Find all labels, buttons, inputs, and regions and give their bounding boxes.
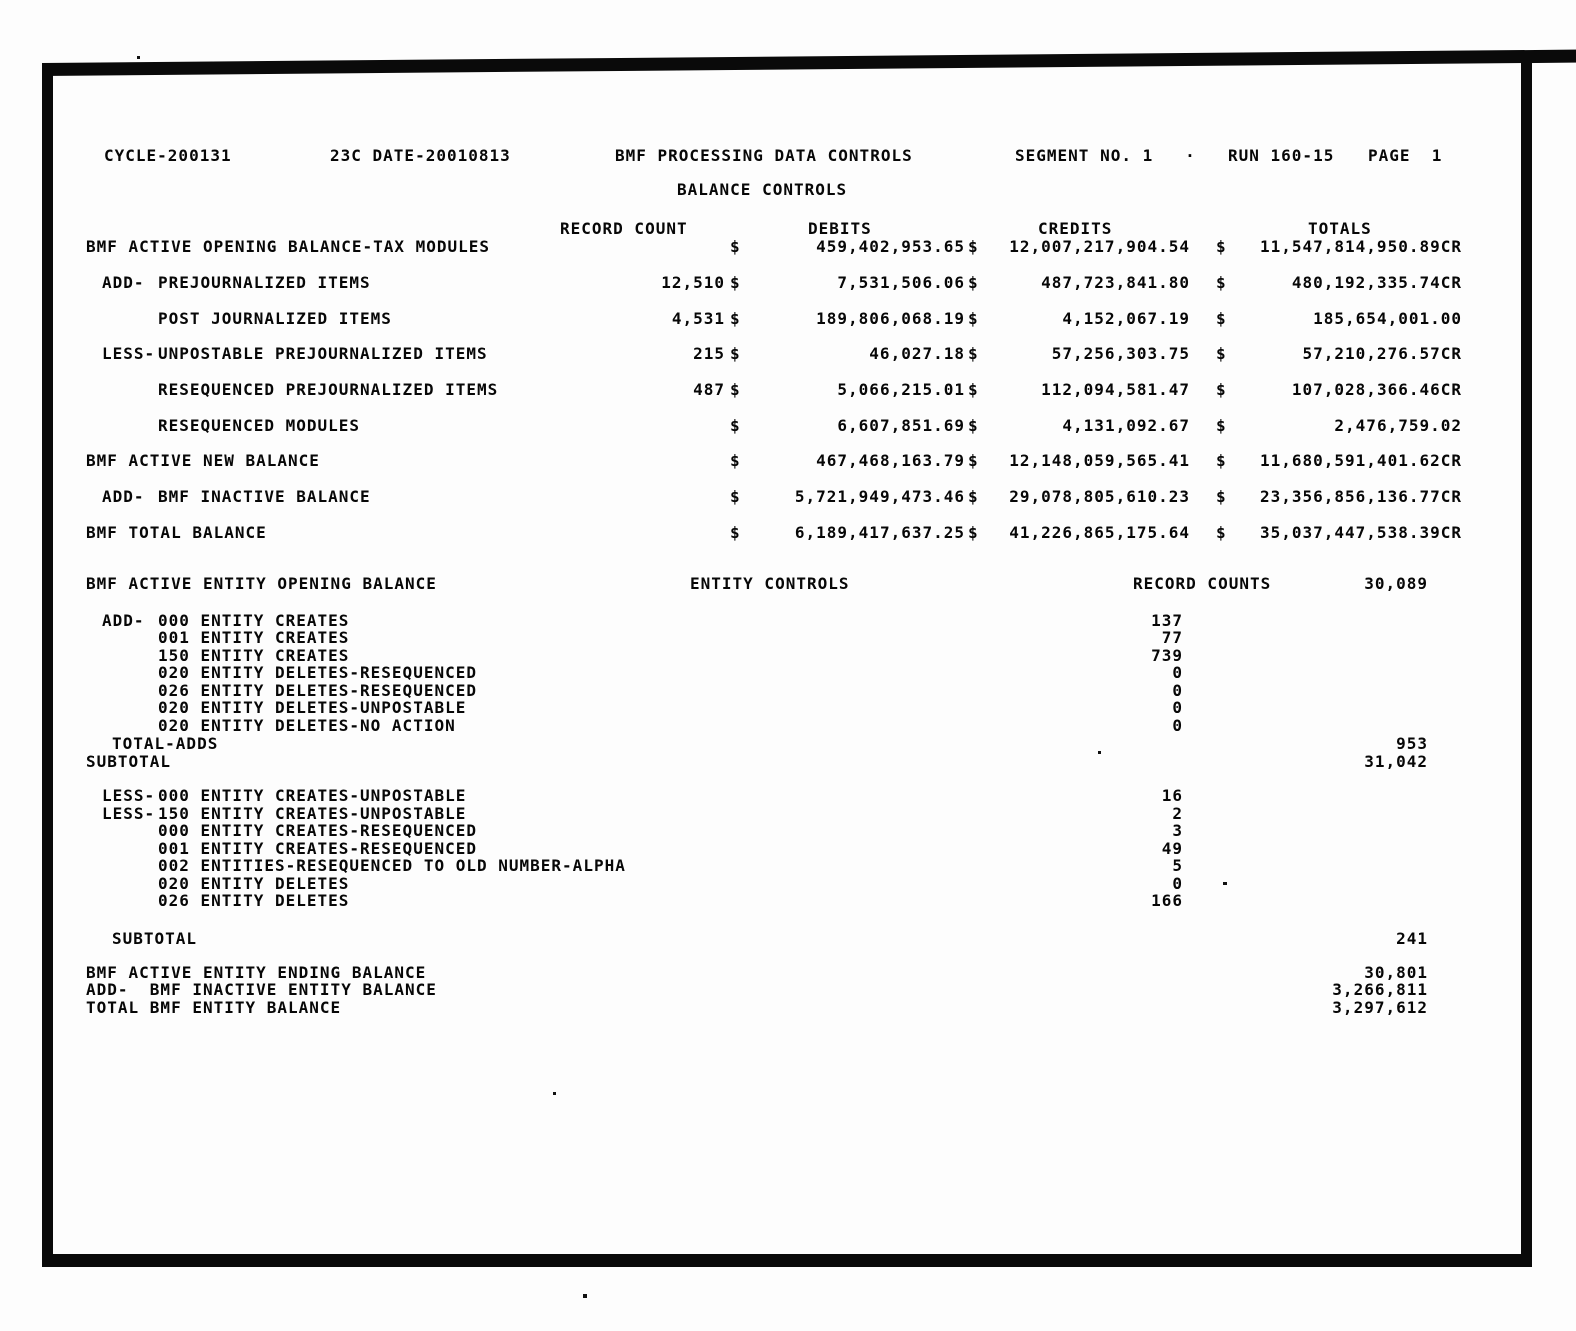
entity-count-value: 0: [1172, 698, 1183, 717]
row-label: 026 ENTITY DELETES-RESEQUENCED: [158, 681, 477, 700]
balance-row: [0, 344, 1576, 364]
dollar-sign: $: [968, 344, 979, 363]
dollar-sign: $: [730, 487, 741, 506]
row-label: 000 ENTITY CREATES-RESEQUENCED: [158, 821, 477, 840]
dollar-sign: $: [968, 237, 979, 256]
entity-count-value: 739: [1151, 646, 1183, 665]
entity-count-value: 0: [1172, 874, 1183, 893]
credits-value: 4,152,067.19: [1062, 309, 1190, 328]
entity-total-label: TOTAL BMF ENTITY BALANCE: [86, 998, 342, 1017]
entity-inactive-value: 3,266,811: [1332, 980, 1428, 999]
record-count-value: 215: [693, 344, 725, 363]
total-adds-label: TOTAL-ADDS: [112, 734, 219, 753]
balance-column-headers: [0, 219, 1576, 239]
record-count-header: RECORD COUNT: [560, 219, 688, 238]
entity-less-row: [0, 821, 1576, 841]
dollar-sign: $: [1216, 380, 1227, 399]
entity-count-value: 16: [1161, 786, 1183, 805]
dollar-sign: $: [1216, 416, 1227, 435]
credits-value: 29,078,805,610.23: [1009, 487, 1190, 506]
dollar-sign: $: [1216, 451, 1227, 470]
totals-value: 2,476,759.02: [1334, 416, 1462, 435]
section-title: BALANCE CONTROLS: [677, 180, 848, 199]
dollar-sign: $: [968, 523, 979, 542]
entity-ending-label: BMF ACTIVE ENTITY ENDING BALANCE: [86, 963, 427, 982]
row-label: BMF ACTIVE OPENING BALANCE-TAX MODULES: [86, 237, 491, 256]
entity-count-value: 3: [1172, 821, 1183, 840]
credits-value: 41,226,865,175.64: [1009, 523, 1190, 542]
subtotal-row: [0, 929, 1576, 949]
entity-controls-header-line: [0, 574, 1576, 594]
dollar-sign: $: [1216, 487, 1227, 506]
dollar-sign: $: [730, 523, 741, 542]
row-label: 020 ENTITY DELETES-RESEQUENCED: [158, 663, 477, 682]
row-label: BMF INACTIVE BALANCE: [158, 487, 371, 506]
row-prefix: ADD-: [102, 611, 145, 630]
entity-less-row: [0, 891, 1576, 911]
dollar-sign: $: [730, 309, 741, 328]
entity-inactive-row: [0, 980, 1576, 1000]
balance-row: [0, 451, 1576, 471]
debits-header: DEBITS: [808, 219, 872, 238]
dollar-sign: $: [730, 380, 741, 399]
entity-add-row: [0, 716, 1576, 736]
entity-add-row: [0, 628, 1576, 648]
row-label: POST JOURNALIZED ITEMS: [158, 309, 392, 328]
dollar-sign: $: [968, 487, 979, 506]
record-count-value: 4,531: [671, 309, 725, 328]
scan-speck: [137, 56, 140, 59]
balance-controls-title-line: [0, 180, 1576, 200]
row-prefix: LESS-: [102, 804, 156, 823]
row-label: 020 ENTITY DELETES-UNPOSTABLE: [158, 698, 467, 717]
page-number-label: PAGE 1: [1368, 146, 1443, 165]
total-adds-value: 953: [1396, 734, 1428, 753]
dollar-sign: $: [730, 344, 741, 363]
credits-value: 12,007,217,904.54: [1009, 237, 1190, 256]
balance-row: [0, 487, 1576, 507]
entity-count-value: 0: [1172, 716, 1183, 735]
row-label: 026 ENTITY DELETES: [158, 891, 350, 910]
record-count-value: 487: [693, 380, 725, 399]
totals-value: 23,356,856,136.77CR: [1259, 487, 1462, 506]
row-prefix: LESS-: [102, 786, 156, 805]
segment-label: SEGMENT NO. 1 ·: [1015, 146, 1196, 165]
row-label: UNPOSTABLE PREJOURNALIZED ITEMS: [158, 344, 488, 363]
dollar-sign: $: [730, 237, 741, 256]
dollar-sign: $: [1216, 344, 1227, 363]
entity-count-value: 0: [1172, 681, 1183, 700]
debits-value: 46,027.18: [869, 344, 965, 363]
row-label: BMF ACTIVE NEW BALANCE: [86, 451, 320, 470]
credits-value: 12,148,059,565.41: [1009, 451, 1190, 470]
credits-value: 4,131,092.67: [1062, 416, 1190, 435]
credits-value: 112,094,581.47: [1041, 380, 1190, 399]
entity-count-value: 166: [1151, 891, 1183, 910]
row-label: 000 ENTITY CREATES-UNPOSTABLE: [158, 786, 467, 805]
debits-value: 6,607,851.69: [837, 416, 965, 435]
subtotal-row: [0, 752, 1576, 772]
entity-section-title: ENTITY CONTROLS: [690, 574, 850, 593]
entity-record-counts-header: RECORD COUNTS: [1133, 574, 1272, 593]
entity-add-row: [0, 663, 1576, 683]
totals-value: 57,210,276.57CR: [1302, 344, 1462, 363]
subtotal-value: 241: [1396, 929, 1428, 948]
dollar-sign: $: [968, 451, 979, 470]
debits-value: 6,189,417,637.25: [794, 523, 965, 542]
dollar-sign: $: [968, 380, 979, 399]
dollar-sign: $: [968, 273, 979, 292]
credits-header: CREDITS: [1038, 219, 1113, 238]
totals-value: 185,654,001.00: [1313, 309, 1462, 328]
totals-value: 480,192,335.74CR: [1291, 273, 1462, 292]
totals-value: 11,547,814,950.89CR: [1259, 237, 1462, 256]
entity-total-row: [0, 998, 1576, 1018]
row-prefix: ADD-: [102, 487, 145, 506]
debits-value: 5,066,215.01: [837, 380, 965, 399]
credits-value: 57,256,303.75: [1051, 344, 1190, 363]
dollar-sign: $: [968, 309, 979, 328]
report-title: BMF PROCESSING DATA CONTROLS: [615, 146, 913, 165]
record-count-value: 12,510: [661, 273, 725, 292]
row-label: 150 ENTITY CREATES-UNPOSTABLE: [158, 804, 467, 823]
entity-count-value: 2: [1172, 804, 1183, 823]
credits-value: 487,723,841.80: [1041, 273, 1190, 292]
entity-ending-value: 30,801: [1364, 963, 1428, 982]
row-label: RESEQUENCED MODULES: [158, 416, 361, 435]
cycle-label: CYCLE-200131: [104, 146, 232, 165]
subtotal-label: SUBTOTAL: [112, 929, 198, 948]
entity-count-value: 77: [1161, 628, 1183, 647]
scan-speck: [553, 1092, 556, 1095]
balance-row: [0, 237, 1576, 257]
dollar-sign: $: [730, 451, 741, 470]
debits-value: 189,806,068.19: [816, 309, 965, 328]
entity-count-value: 0: [1172, 663, 1183, 682]
entity-count-value: 49: [1161, 839, 1183, 858]
balance-row: [0, 380, 1576, 400]
dollar-sign: $: [1216, 309, 1227, 328]
dollar-sign: $: [730, 273, 741, 292]
dollar-sign: $: [1216, 237, 1227, 256]
debits-value: 459,402,953.65: [816, 237, 965, 256]
row-label: BMF TOTAL BALANCE: [86, 523, 267, 542]
entity-opening-label: BMF ACTIVE ENTITY OPENING BALANCE: [86, 574, 437, 593]
row-label: RESEQUENCED PREJOURNALIZED ITEMS: [158, 380, 499, 399]
subtotal-label: SUBTOTAL: [86, 752, 172, 771]
balance-row: [0, 273, 1576, 293]
balance-row: [0, 416, 1576, 436]
debits-value: 5,721,949,473.46: [794, 487, 965, 506]
entity-less-row: [0, 856, 1576, 876]
scan-speck: [583, 1294, 587, 1298]
row-label: 002 ENTITIES-RESEQUENCED TO OLD NUMBER-ALPHA: [158, 856, 626, 875]
report-header-line: [0, 146, 1576, 166]
row-label: PREJOURNALIZED ITEMS: [158, 273, 371, 292]
row-label: 000 ENTITY CREATES: [158, 611, 350, 630]
debits-value: 467,468,163.79: [816, 451, 965, 470]
row-label: 020 ENTITY DELETES-NO ACTION: [158, 716, 456, 735]
totals-value: 35,037,447,538.39CR: [1259, 523, 1462, 542]
entity-opening-value: 30,089: [1364, 574, 1428, 593]
balance-row: [0, 523, 1576, 543]
row-label: 020 ENTITY DELETES: [158, 874, 350, 893]
row-prefix: ADD-: [102, 273, 145, 292]
dollar-sign: $: [1216, 523, 1227, 542]
subtotal-value: 31,042: [1364, 752, 1428, 771]
dollar-sign: $: [730, 416, 741, 435]
totals-header: TOTALS: [1308, 219, 1372, 238]
dollar-sign: $: [968, 416, 979, 435]
total-adds-row: [0, 734, 1576, 754]
entity-count-value: 137: [1151, 611, 1183, 630]
balance-row: [0, 309, 1576, 329]
row-label: 001 ENTITY CREATES: [158, 628, 350, 647]
date-label: 23C DATE-20010813: [330, 146, 511, 165]
row-prefix: LESS-: [102, 344, 156, 363]
run-label: RUN 160-15: [1228, 146, 1335, 165]
entity-less-row: [0, 786, 1576, 806]
entity-add-row: [0, 698, 1576, 718]
totals-value: 11,680,591,401.62CR: [1259, 451, 1462, 470]
row-label: 150 ENTITY CREATES: [158, 646, 350, 665]
entity-count-value: 5: [1172, 856, 1183, 875]
totals-value: 107,028,366.46CR: [1291, 380, 1462, 399]
debits-value: 7,531,506.06: [837, 273, 965, 292]
dollar-sign: $: [1216, 273, 1227, 292]
entity-inactive-label: ADD- BMF INACTIVE ENTITY BALANCE: [86, 980, 437, 999]
entity-total-value: 3,297,612: [1332, 998, 1428, 1017]
row-label: 001 ENTITY CREATES-RESEQUENCED: [158, 839, 477, 858]
